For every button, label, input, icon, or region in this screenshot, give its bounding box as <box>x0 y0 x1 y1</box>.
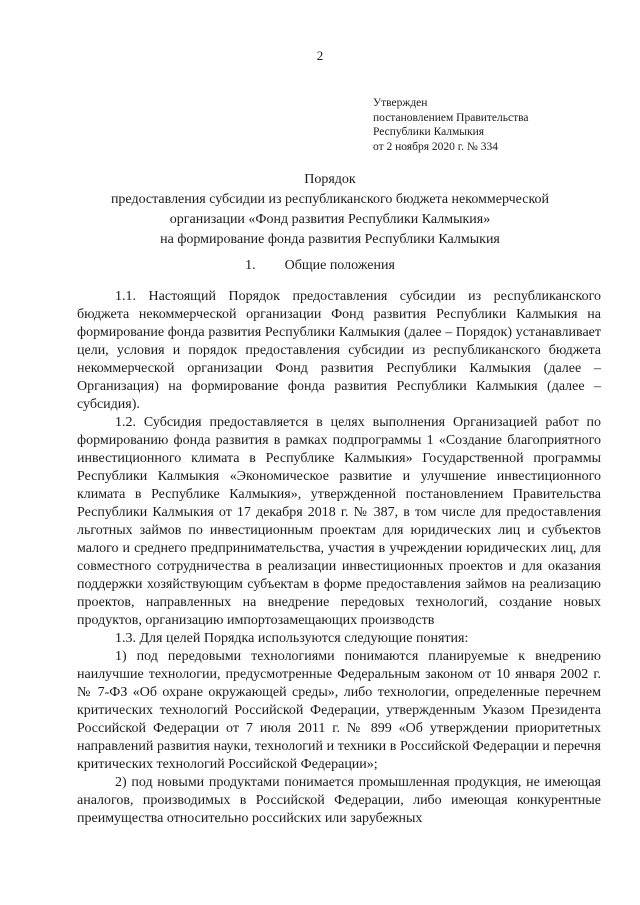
page-number: 2 <box>316 48 324 63</box>
title-line: организации «Фонд развития Республики Калмыкия» <box>169 212 491 227</box>
title-line: на формирование фонда развития Республики Калмыкия <box>160 232 500 247</box>
paragraph: 1) под передовыми технологиями понимаются планируемые к внедрению наилучшие технологии, предусмотренные Федеральным законом от 10 января 2002 г. № 7-ФЗ «Об охране окружающей среды», либо технологии, определенные перечнем критических технологий Российской Федерации, утвержденным Указом Президента Российской Федерации от 7 июля 2011 г. № 899 «Об утверждении приоритетных направлений развития науки, технологий и техники в Российской Федерации и перечня критических технологий Российской Федерации»; <box>77 649 601 772</box>
approval-line: Утвержден <box>373 97 428 109</box>
section-title: Общие положения <box>284 258 395 273</box>
paragraph: 1.3. Для целей Порядка используются следующие понятия: <box>115 631 469 646</box>
approval-line: постановлением Правительства <box>373 111 529 124</box>
approval-line: Республики Калмыкия <box>373 126 485 138</box>
document-title <box>60 170 600 250</box>
title-line: предоставления субсидии из республиканского бюджета некоммерческой <box>110 192 550 207</box>
title-line: Порядок <box>304 172 356 187</box>
paragraph: 2) под новыми продуктами понимается промышленная продукция, не имеющая аналогов, производимых в Российской Федерации, либо имеющая конкурентные преимущества относительно российских или зарубежных <box>77 775 601 826</box>
paragraph: 1.1. Настоящий Порядок предоставления субсидии из республиканского бюджета некоммерческой организации Фонд развития Республики Калмыкия на формирование фонда развития Республики Калмыкия (далее – Порядок) устанавливает цели, условия и порядок предоставления субсидии из республиканского бюджета некоммерческой организации Фонд развития Республики Калмыкия (далее – Организация) на формирование фонда развития Республики Калмыкия (далее – субсидия). <box>77 289 601 412</box>
paragraph: 1.2. Субсидия предоставляется в целях выполнения Организацией работ по формированию фонда развития в рамках подпрограммы 1 «Создание благоприятного инвестиционного климата в Республике Калмыкия» Государственной программы Республики Калмыкия «Экономическое развитие и улучшение инвестиционного климата в Республике Калмыкия», утвержденной постановлением Правительства Республики Калмыкия от 17 декабря 2018 г. № 387, в том числе для предоставления льготных займов по инвестиционным проектам для юридических лиц и субъектов малого и среднего предпринимательства, участия в учреждении юридических лиц, для совместного сотрудничества в реализации инвестиционных проектов и для оказания поддержки хозяйствующим субъектам в форме предоставления займов на реализацию проектов, направленных на внедрение передовых технологий, создание новых продуктов, организацию импортозамещающих производств <box>77 415 601 628</box>
section-heading <box>0 258 640 274</box>
document-body <box>77 288 601 828</box>
approval-stamp <box>373 96 529 154</box>
approval-date-number: от 2 ноября 2020 г. № 334 <box>373 140 499 153</box>
section-number: 1. <box>245 258 256 273</box>
